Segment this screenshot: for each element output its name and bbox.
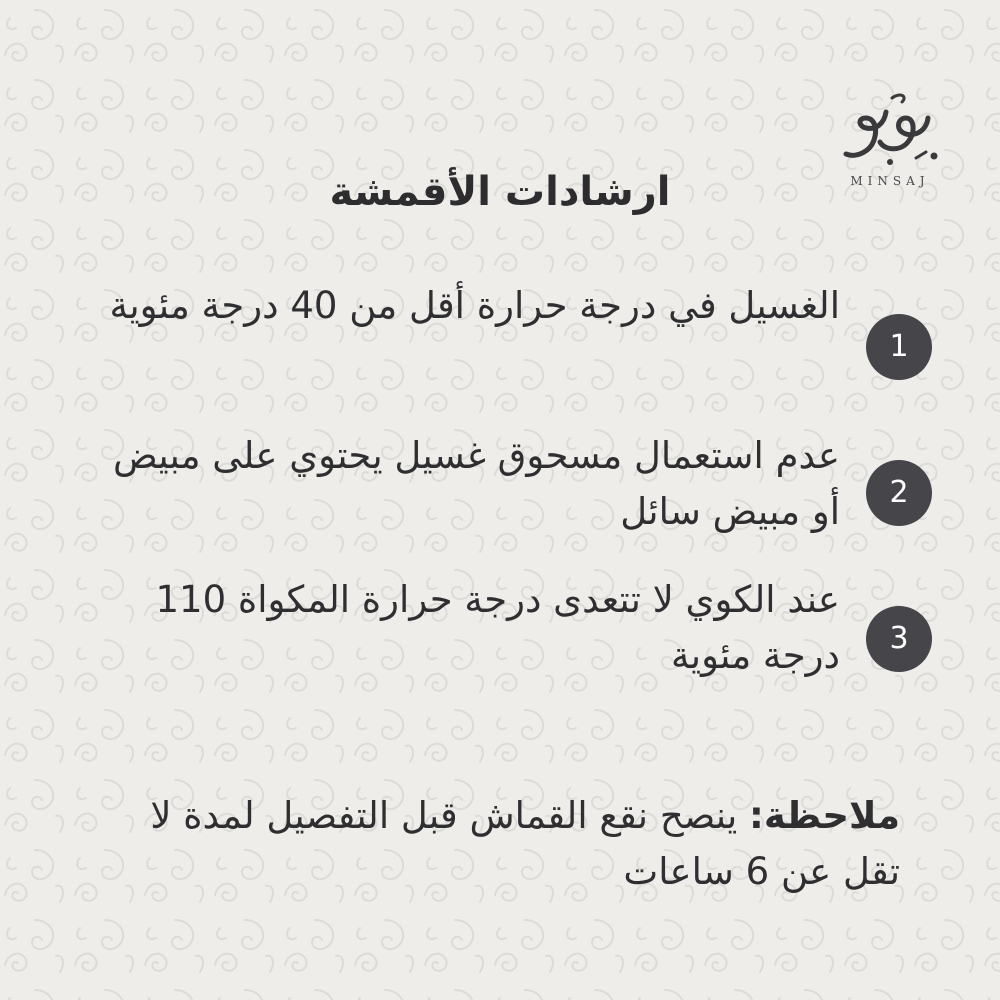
instruction-item-1 <box>100 278 940 408</box>
note-label: ملاحظة: <box>749 794 900 837</box>
instruction-item-3 <box>100 572 940 702</box>
instruction-text: عدم استعمال مسحوق غسيل يحتوي على مبيض أو مبيض سائل <box>113 434 840 533</box>
number-badge: 3 <box>866 606 932 672</box>
minsaj-calligraphy-logo <box>830 88 950 172</box>
note <box>100 788 900 900</box>
number-badge: 1 <box>866 314 932 380</box>
instruction-text: الغسيل في درجة حرارة أقل من 40 درجة مئوية <box>109 284 840 327</box>
note-text: ينصح نقع القماش قبل التفصيل لمدة لا تقل عن 6 ساعات <box>150 794 900 893</box>
number-badge: 2 <box>866 460 932 526</box>
instruction-item-2 <box>100 428 940 558</box>
instruction-text: عند الكوي لا تتعدى درجة حرارة المكواة 110 درجة مئوية <box>155 578 840 677</box>
page-title: ارشادات الأقمشة <box>329 169 671 215</box>
minsaj-logo <box>820 88 960 208</box>
logo-latin-text: MINSAJ <box>850 174 930 188</box>
